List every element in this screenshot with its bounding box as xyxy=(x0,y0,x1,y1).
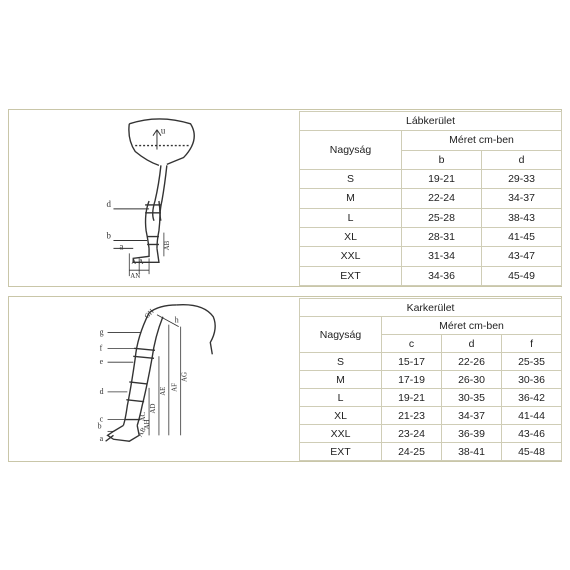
table-row xyxy=(300,353,562,371)
table-row xyxy=(300,443,562,461)
size-cell: XL xyxy=(300,407,382,425)
leg-label-aa: A-A xyxy=(131,259,144,267)
value-cell: 34-37 xyxy=(482,189,562,208)
size-cell: EXT xyxy=(300,266,402,285)
value-cell: 22-26 xyxy=(442,353,502,371)
value-cell: 41-45 xyxy=(482,227,562,246)
arm-label-e: e xyxy=(99,357,104,367)
arm-label-g: g xyxy=(99,327,104,337)
leg-label-a: a xyxy=(119,241,124,252)
table-row xyxy=(300,169,562,188)
arm-table-title: Karkerület xyxy=(300,299,562,317)
leg-table-title: Lábkerület xyxy=(300,112,562,131)
value-cell: 45-49 xyxy=(482,266,562,285)
value-cell: 26-30 xyxy=(442,371,502,389)
arm-label-c: c xyxy=(99,414,104,424)
value-cell: 36-42 xyxy=(502,389,562,407)
arm-label-f: f xyxy=(99,343,103,353)
arm-label-d: d xyxy=(99,386,104,396)
value-cell: 41-44 xyxy=(502,407,562,425)
size-cell: S xyxy=(300,353,382,371)
value-cell: 38-43 xyxy=(482,208,562,227)
value-cell: 22-24 xyxy=(402,189,482,208)
value-cell: 36-39 xyxy=(442,425,502,443)
leg-label-b: b xyxy=(106,230,111,241)
leg-col-b: b xyxy=(402,150,482,169)
arm-label-ad: AD xyxy=(149,403,157,414)
table-row xyxy=(300,247,562,266)
arm-size-panel xyxy=(8,296,562,462)
size-cell: L xyxy=(300,208,402,227)
value-cell: 30-35 xyxy=(442,389,502,407)
arm-label-ah: AH xyxy=(144,419,152,430)
size-cell: S xyxy=(300,169,402,188)
leg-measure-header: Méret cm-ben xyxy=(402,131,562,150)
value-cell: 19-21 xyxy=(402,169,482,188)
value-cell: 15-17 xyxy=(382,353,442,371)
size-cell: XL xyxy=(300,227,402,246)
value-cell: 45-48 xyxy=(502,443,562,461)
arm-size-header: Nagyság xyxy=(300,317,382,353)
size-cell: XXL xyxy=(300,247,402,266)
leg-size-table xyxy=(299,111,562,286)
arm-diagram-svg xyxy=(9,297,299,461)
table-row xyxy=(300,189,562,208)
leg-label-u: u xyxy=(160,125,166,136)
value-cell: 24-25 xyxy=(382,443,442,461)
size-cell: EXT xyxy=(300,443,382,461)
table-row xyxy=(300,208,562,227)
arm-col-c: c xyxy=(382,335,442,353)
value-cell: 28-31 xyxy=(402,227,482,246)
leg-size-header: Nagyság xyxy=(300,131,402,170)
arm-label-ab: AB xyxy=(136,426,148,439)
leg-diagram xyxy=(9,110,299,286)
arm-measure-header: Méret cm-ben xyxy=(382,317,562,335)
value-cell: 34-37 xyxy=(442,407,502,425)
arm-label-af: AF xyxy=(171,382,179,392)
arm-label-ag: AG xyxy=(181,371,189,382)
arm-label-b: b xyxy=(97,421,102,431)
arm-col-d: d xyxy=(442,335,502,353)
size-cell: XXL xyxy=(300,425,382,443)
size-cell: M xyxy=(300,371,382,389)
value-cell: 25-35 xyxy=(502,353,562,371)
leg-label-an: AN xyxy=(130,273,141,281)
arm-label-h: h xyxy=(174,315,179,325)
arm-label-ae: AE xyxy=(159,386,167,396)
leg-diagram-svg xyxy=(9,110,299,286)
table-row xyxy=(300,371,562,389)
table-row xyxy=(300,389,562,407)
table-row xyxy=(300,425,562,443)
table-row xyxy=(300,407,562,425)
value-cell: 43-46 xyxy=(502,425,562,443)
size-cell: M xyxy=(300,189,402,208)
leg-size-panel xyxy=(8,109,562,287)
value-cell: 29-33 xyxy=(482,169,562,188)
value-cell: 19-21 xyxy=(382,389,442,407)
leg-label-d: d xyxy=(106,198,111,209)
leg-label-ab: AB xyxy=(163,240,171,251)
value-cell: 17-19 xyxy=(382,371,442,389)
value-cell: 21-23 xyxy=(382,407,442,425)
arm-diagram xyxy=(9,297,299,461)
arm-label-ac: AC xyxy=(140,411,148,422)
value-cell: 30-36 xyxy=(502,371,562,389)
leg-col-d: d xyxy=(482,150,562,169)
value-cell: 23-24 xyxy=(382,425,442,443)
value-cell: 34-36 xyxy=(402,266,482,285)
size-cell: L xyxy=(300,389,382,407)
table-row xyxy=(300,227,562,246)
arm-label-a: a xyxy=(99,434,104,444)
value-cell: 31-34 xyxy=(402,247,482,266)
arm-label-gh: GH xyxy=(143,308,156,321)
table-row xyxy=(300,266,562,285)
arm-size-table xyxy=(299,298,562,461)
value-cell: 25-28 xyxy=(402,208,482,227)
value-cell: 38-41 xyxy=(442,443,502,461)
arm-col-f: f xyxy=(502,335,562,353)
value-cell: 43-47 xyxy=(482,247,562,266)
